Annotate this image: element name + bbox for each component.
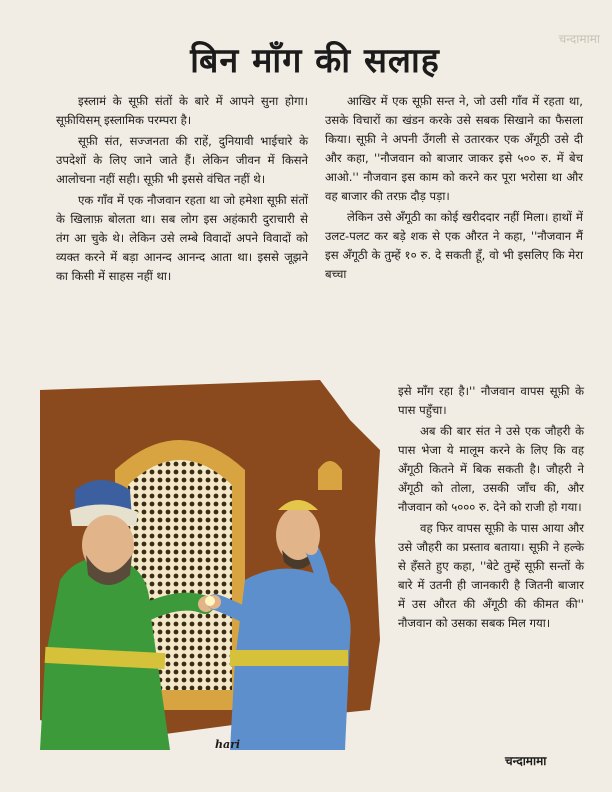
right-column-top (325, 92, 583, 286)
footer-magazine-name: चन्दामामा (505, 754, 547, 768)
story-title: बिन माँग की सलाह (190, 41, 440, 81)
paragraph: आखिर में एक सूफ़ी सन्त ने, जो उसी गाँव में रहता था, उसके विचारों का खंडन करके उसे सबक सिखाने का फैसला किया। सूफ़ी ने अपनी उँगली से उतारकर एक अँगूठी उसे दी और कहा, ''नौजवान को बाजार जाकर इसे ५०० रु. में बेच आओ.'' नौजवान इस काम को करने कर पूरा भरोसा था और वह बाजार की तरफ़ दौड़ पड़ा। (325, 94, 583, 203)
left-column (56, 92, 308, 288)
paragraph: इस्लामं के सूफ़ी संतों के बारे में आपने सुना होगा। सूफ़ीयिसम् इस्लामिक परम्परा है। (56, 94, 308, 127)
paragraph: लेकिन उसे अँगूठी का कोई खरीददार नहीं मिला। हाथों में उलट-पलट कर बड़े शक से एक औरत ने कहा, ''नौजवान मैं इस अँगूठी के तुम्हें १० रु. दे सकती हूँ, वो भी इसलिए कि मेरा बच्चा (325, 210, 583, 281)
artist-signature: hari (215, 738, 241, 751)
ring-glint (205, 596, 215, 606)
right-column-bottom (398, 382, 584, 635)
paragraph: एक गाँव में एक नौजवान रहता था जो हमेशा सूफ़ी संतों के खिलाफ़ बोलता था। सब लोग इस अहंकारी दुराचारी से तंग आ चुके थे। लेकिन उसे लम्बे विवादों अपने विवादों को व्यक्त करने में बड़ा आनन्द आनन्द आता था। इससे जूझने का किसी में साहस नहीं था। (56, 193, 308, 283)
paragraph: अब की बार संत ने उसे एक जौहरी के पास भेजा ये मालूम करने के लिए कि वह अँगूठी कितने में बिक सकती है। जौहरी ने अँगूठी को तोला, उसकी जाँच की, और नौजवान को ५००० रु. देने को राजी हो गया। (398, 424, 584, 514)
paragraph: इसे माँग रहा है।'' नौजवान वापस सूफ़ी के पास पहुँचा। (398, 384, 584, 417)
paragraph: सूफ़ी संत, सज्जनता की राहें, दुनियावी भाईचारे के उपदेशों के लिए जाने जाते हैं। लेकिन जीवन में किसने आलोचना नहीं सही। सूफ़ी भी इससे वंचित नहीं थे। (56, 134, 308, 186)
paragraph: वह फिर वापस सूफ़ी के पास आया और उसे जौहरी का प्रस्ताव बताया। सूफ़ी ने हल्के से हँसते हुए कहा, ''बेटे तुम्हें सूफ़ी सन्तों के बारे में उतनी ही जानकारी है जितनी बाजार में उस औरत की अँगूठी की कीमत की'' नौजवान को उसका सबक मिल गया। (398, 521, 584, 630)
story-illustration (20, 380, 390, 750)
masthead-faded: चन्दामामा (558, 32, 600, 46)
